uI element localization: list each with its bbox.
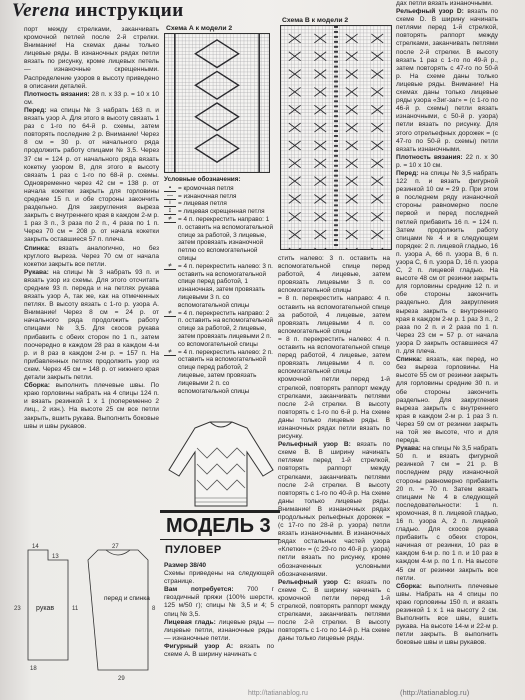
- paragraph-label: Рукава:: [24, 268, 53, 276]
- watermark: http://tatianablog.ru: [248, 690, 308, 697]
- paragraph: [164, 619, 274, 643]
- legend-symbol: ≠: [164, 216, 176, 223]
- schematic-dimensions: [14, 544, 156, 682]
- paragraph-text: вязать по схеме С. В ширину начинать с кромочной петли перед 1-й стрелкой, повторять раппорт между стрелками, заканчивать петлями после 2-й стрелки. В высоту повторять с 1-го по 14-й р. На схеме даны только лицевые ряды.: [278, 578, 390, 643]
- column-2-lower: [164, 562, 274, 700]
- paragraph-text: 22 п. х 30 р. = 10 х 10 см.: [396, 153, 498, 169]
- paragraph-text: лицевые ряды — лицевые петли, изнаночные ряды — изнаночные петли.: [164, 618, 274, 642]
- legend-symbol: ≠: [164, 263, 176, 270]
- paragraph-label: Плотность вязания:: [396, 153, 466, 161]
- paragraph: [278, 376, 390, 441]
- legend-item: [164, 200, 276, 208]
- paragraph: [396, 0, 498, 8]
- paragraph-text: 700 г гвоздичный пряжи (100% шерсти, 125 м/50 г); спицы № 3,5 и 4; 5 спиц № 3,5.: [164, 586, 274, 618]
- paragraph: [24, 269, 159, 382]
- paragraph: [278, 336, 390, 376]
- legend-item: [164, 349, 276, 396]
- legend-symbol: ı: [164, 200, 176, 207]
- paragraph-label: Фигурный узор А:: [164, 642, 240, 650]
- paragraph-text: вязать по схеме D. В ширину начинать петлями перед 1-й стрелкой, повторять раппорт между стрелками, заканчивать петлями после 2-й стрелки. В высоту вязать 1 раз с 1-го по 49-й р., затем повторять с 47-го по 50-й р. На схеме даны только лицевые ряды. Внимание! На схемах даны только лицевые ряды узора «Зиг-заг» = (с 1-го по 46-й р. схемы) петли вязать изнаночными, с 50-й р. узора) петли вязать по рисунку. Для этого отрельефных дорожек = (с 47-го по 50-й р. схемы) петли вязать изнаночными.: [396, 8, 498, 153]
- paragraph-text: на спицы № 3 набрать 163 п. и вязать узор А. Для этого в высоту связать 1 раз с 1-го по 64-й р. схемы, затем повторять последние 2 р. Внимание! Через 8 см = 30 р. от начального ряда продолжить работу спицами № 3,5. Через 37 см = 124 р. от начального ряда вязать кокетку узором В, для этого в высоту связать 1 раз с 1-го по 68-й р. схемы. Одновременно через 42 см = 138 р. от начала кокетки закрыть для горловины средние 15 п. и обе стороны закончить раздельно. Для закругления выреза закрыть с внутреннего края в каждом 2-м р. 1 раз 3 п., 3 раза по 2 п., 4 раза по 1 п. Через 70 см = 208 р. от начала кокетки закрыть оставшиеся 57 п. плеча.: [24, 106, 159, 244]
- garment-schematic: [8, 540, 158, 700]
- legend-item: [164, 216, 276, 263]
- paragraph: [164, 570, 274, 586]
- paragraph-text: выполнить плечевые швы. По краю горловины набрать на 4 спицы 124 п. и вязать резинкой 1 х 1 (попеременно 2 лиц., 2 изн.). На высоте 25 см все петли закрыть, вшить рукава. Выполнить боковые швы и швы рукавов.: [24, 382, 159, 430]
- paragraph-label: Спинка:: [396, 356, 427, 364]
- paragraph: [24, 382, 159, 431]
- paragraph: [24, 26, 159, 91]
- legend-item: [164, 208, 276, 216]
- watermark-corner: (http://tatianablog.ru): [400, 688, 470, 697]
- legend-text: = лицевая скрещенная петля: [178, 208, 265, 216]
- paragraph: [396, 154, 498, 170]
- chart-a: [164, 33, 270, 173]
- legend-text: = 4 п. перекрестить налево: 3 п. оставить на вспомогательной спице перед работой, 1 изнаночная, затем провязать лицевыми 3 п. со вспомогательной спицы: [178, 262, 273, 309]
- schematic-dimension: 8: [152, 606, 156, 612]
- paragraph-text: вязать, как перед, но без выреза горловины. На высоте 55 см от резинки закрыть для горловины средние 30 п. и обе стороны закончить раздельно. Для закругления выреза закрыть с внутреннего края в каждом 2-м р. 1 раз 3 п. Через 59 см от резинки закрыть на той же высоте, что и для переда.: [396, 356, 498, 445]
- paragraph-text: на спицы № 3,5 набрать 122 п. и вязать фигурной резинкой 10 см = 29 р. При этом в последнем ряду изнаночной стороны равномерно после первой и перед последней петлей прибавить 16 п. = 124 п. Затем продолжить работу спицами № 4 и в следующем порядке: 2 п. лицевой гладью, 16 п. узора А, 66 п. узора В, 6 п. узора С, 6 п. узора D, 16 п. узора С, 2 п. лицевой гладью. На высоте 48 см от резинки закрыть для горловины средние 12 п. и обе стороны закончить раздельно. Для закругления выреза закрыть с внутреннего края в каждом 2-м р. 1 раз 3 п., 2 раза по 2 п. и 2 раза по 1 п. Через 23 см = 57 р. от начала узора D закрыть оставшиеся 47 п. для плеча.: [396, 169, 498, 356]
- legend-text: = лицевая петля: [178, 200, 227, 208]
- paragraph-label: Рельефный узор С:: [278, 578, 357, 586]
- model-size: Размер 38/40: [164, 562, 207, 569]
- schematic-dimension: 18: [30, 666, 37, 672]
- paragraph-label: Рельефный узор D:: [396, 8, 468, 16]
- legend-symbol: ≠: [164, 310, 176, 317]
- legend-text: = кромочная петля: [178, 184, 234, 192]
- paragraph-text: Схемы приведены на следующей странице.: [164, 570, 274, 586]
- paragraph-text: вязать по схеме А. В ширину начинать с: [164, 642, 274, 659]
- paragraph: [24, 107, 159, 245]
- paragraph-label: Лицевая гладь:: [164, 618, 219, 626]
- brand-name: Verena: [12, 0, 70, 21]
- masthead: [12, 0, 184, 20]
- paragraph: [164, 586, 274, 618]
- legend-text: = 4 п. перекрестить налево: 2 п. оставить на вспомогательной спице перед работой, 2 лицевые, затем провязать лицевыми 2 п. со вспомогательной спицы: [178, 348, 273, 395]
- paragraph-label: Плотность вязания:: [24, 90, 92, 98]
- schematic-dimension: 14: [32, 544, 39, 550]
- legend-item: [164, 185, 276, 193]
- paragraph-text: 28 п. х 33 р. = 10 х 10 см.: [24, 90, 159, 106]
- legend: [164, 176, 276, 395]
- pullover-illustration: [165, 418, 277, 510]
- legend-text: = 4 п. перекрестить направо: 1 п. оставить на вспомогательной спице за работой, 3 лицевые, затем провязать изнаночной петлю со вспомогательной спицы: [178, 215, 274, 262]
- paragraph-text: выполнить плечевые швы. Набрать на 4 спицы по краю горловины 150 п. и вязать резинкой 1 х 1 на высоту 2 см. Выполнить все швы, вшить рукава. На высоте 14-м и 22-м р. петли закрыть. В выполнить боковые швы и швы рукавов.: [396, 582, 498, 647]
- schematic-dimension: 11: [72, 606, 79, 612]
- chart-a-grid: [165, 34, 269, 172]
- paragraph-text: на спицы № 3,5 набрать 50 п. и вязать фигурной резинкой 7 см = 21 р. В последнем ряду изнаночной стороны равномерно прибавить 20 п. = 70 п. Затем вязать спицами № 4 в следующей последовательности: 1 п. кромочная, 8 п. лицевой гладью, 16 п. узора А, 2 п. лицевой гладью. Для скосов рукава прибавить с обеих сторон, начиная от резинки, 10 раз в каждом 6-м р. по 1 п. и 10 раз в каждом 4-м р. по 1 п. На высоте 45 см от резинки закрыть все петли.: [396, 445, 498, 582]
- paragraph: [24, 245, 159, 269]
- paragraph: [164, 643, 274, 659]
- chart-b: [280, 25, 392, 250]
- chart-b-grid: [281, 26, 391, 249]
- paragraph: [278, 255, 390, 295]
- paragraph: [396, 356, 498, 445]
- column-4: [396, 0, 498, 700]
- paragraph: [396, 8, 498, 154]
- paragraph-label: Сборка:: [396, 582, 429, 590]
- paragraph-text: кромочной петли перед 1-й стрелкой, повторять раппорт между стрелками, заканчивать петлями после 2-й стрелки. В высоту повторять с 1-го по 6-й р. На схеме даны только лицевые ряды. В изнаночных рядах петли вязать по рисунку.: [278, 376, 390, 441]
- masthead-title: инструкции: [75, 0, 184, 21]
- schematic-dimension: 27: [112, 544, 119, 550]
- paragraph: [278, 295, 390, 335]
- paragraph: [278, 579, 390, 644]
- paragraph-text: = 8 п. перекрестить направо: 4 п. оставить на вспомогательной спице за работой, 4 лицевые, затем провязать лицевыми 4 п. со вспомогательной спицы: [278, 295, 390, 335]
- paragraph-text: на спицы № 3 набрать 93 п. и вязать узор из схемы. Для этого отсчитать средние 93 п. переда и на петлях рукава вязать узор А, так же, как на отмеченных петлях. В высоту вязать с 1-го р. узора А. Внимание! Через 8 см = 24 р. от начального ряда продолжить работу спицами № 3,5. Для скосов рукава прибавить с обеих сторон по 1 п., затем поочередно в каждом 28 раз в каждом 4-м р. и 8 раз в каждом 2-м р. = 157 п. На прибавленных петлях продолжить узор из схем. Через 45 см = 148 р. от нижнего края детали закрыть петли.: [24, 268, 159, 382]
- schematic-dimension: 23: [14, 606, 21, 612]
- legend-item: [164, 263, 276, 310]
- paragraph: [278, 441, 390, 579]
- paragraph: [24, 91, 159, 107]
- model-heading: МОДЕЛЬ 3: [160, 510, 280, 540]
- legend-text: = изнаночная петля: [178, 192, 237, 200]
- chart-a-title: Схема А к модели 2: [166, 25, 233, 32]
- schematic-sleeve-label: рукав: [36, 605, 55, 612]
- paragraph-label: Вам потребуется:: [164, 586, 248, 594]
- paragraph-text: дах петли вязать изнаночными.: [396, 0, 493, 7]
- schematic-dimension: 29: [118, 676, 125, 682]
- paragraph-text: вязать по схеме В. В ширину начинать петлями перед 1-й стрелкой, повторять раппорт между стрелками, заканчивать петлями после 2-й стрелки. В высоту повторять с 1-го по 40-й р. На схеме даны только лицевые ряды. Внимание! В изнаночных рядах продольных рельефных дорожек = (с 17-го по 28-й р. узора) петли вязать изнаночными. В изнаночных рядах остальных частей узора «Клетки» = (с 29-го по 40-й р. узора) петли вязать по рисунку, кроме обозначенных условными обозначениями.: [278, 441, 390, 578]
- paragraph-label: Рукава:: [396, 445, 423, 453]
- legend-symbol: —: [164, 193, 176, 200]
- legend-symbol: ≠: [164, 349, 176, 356]
- legend-item: [164, 310, 276, 349]
- paragraph-text: вязать аналогично, но без круглого выреза. Через 70 см от начала кокетки закрыть все петли.: [24, 244, 159, 268]
- legend-items: [164, 185, 276, 396]
- column-1: [24, 26, 159, 546]
- schematic-dimension: 13: [52, 554, 59, 560]
- paragraph-label: Рельефный узор В:: [278, 441, 357, 449]
- legend-item: [164, 193, 276, 201]
- column-3: [278, 255, 390, 695]
- legend-text: = 4 п. перекрестить направо: 2 п. оставить на вспомогательной спице за работой, 2 лицевые, затем провязать лицевыми 2 п. со вспомогательной спицы: [178, 309, 274, 348]
- model-name: ПУЛОВЕР: [165, 544, 222, 556]
- paragraph: [396, 170, 498, 356]
- paragraph: [396, 445, 498, 583]
- paragraph-text: порт между стрелками, заканчивать кромочной петлей после 2-й стрелки. Внимание! На схемах даны только лицевые ряды. В изнаночных рядах петли вязать по рисунку, кроме лицевых петель — изнаночные скрещенными. Распределение узоров в высоту приведено в описании деталей.: [24, 26, 159, 90]
- paragraph: [396, 583, 498, 648]
- legend-title: Условные обозначения:: [164, 176, 241, 183]
- schematic-front-label: перед и спинка: [104, 595, 150, 602]
- paragraph-label: Спинка:: [24, 244, 59, 252]
- legend-symbol: ▪: [164, 185, 176, 192]
- paragraph-label: Перед:: [396, 169, 421, 177]
- paragraph-label: Перед:: [24, 106, 51, 114]
- paragraph-label: Сборка:: [24, 382, 56, 390]
- paragraph-text: стить налево: 3 п. оставить на вспомогательной спице перед работой, 4 лицевые, затем провязать лицевыми 3 п. со вспомогательной спицы: [278, 255, 390, 295]
- paragraph-text: = 8 п. перекрестить налево: 4 п. оставить на вспомогательной спице перед работой, 4 лицевые, затем провязать лицевыми 4 п. со вспомогательной спицы: [278, 335, 390, 376]
- chart-b-title: Схема В к модели 2: [282, 17, 349, 24]
- legend-symbol: ɪ: [164, 208, 176, 215]
